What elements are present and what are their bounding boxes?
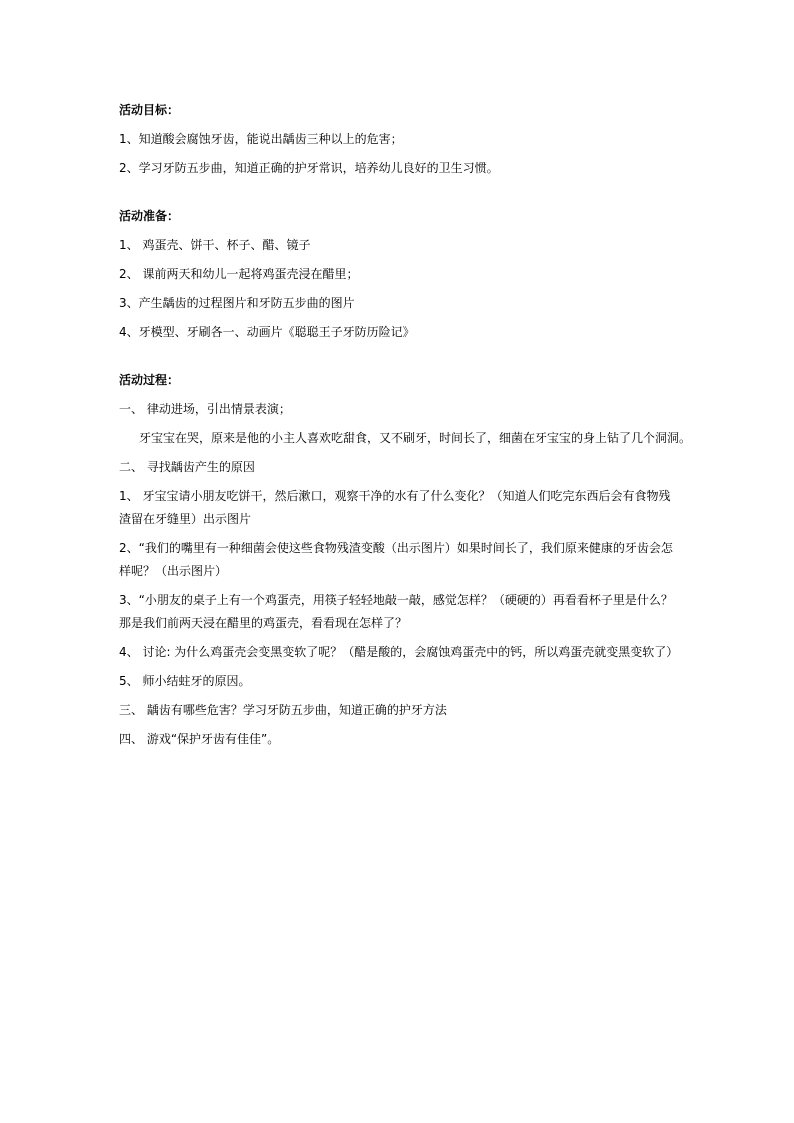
section-heading-preparation: 活动准备： bbox=[119, 209, 180, 223]
process-line-6: 2、“我们的嘴里有一种细菌会使这些食物残渣变酸（出示图片）如果时间长了，我们原来健康的牙齿会怎 bbox=[119, 541, 673, 555]
goal-line-1: 1、知道酸会腐蚀牙齿，能说出龋齿三种以上的危害； bbox=[119, 132, 403, 146]
process-line-3: 二、 寻找龋齿产生的原因 bbox=[119, 460, 255, 474]
process-line-9: 那是我们前两天浸在醋里的鸡蛋壳，看看现在怎样了？ bbox=[119, 616, 408, 630]
section-spacer bbox=[119, 187, 679, 206]
section-spacer bbox=[119, 351, 679, 370]
process-line-10: 4、 讨论: 为什么鸡蛋壳会变黑变软了呢？（醋是酸的，会腐蚀鸡蛋壳中的钙，所以鸡蛋壳就变黑变软了） bbox=[119, 645, 679, 659]
document-body bbox=[119, 100, 692, 758]
process-line-1: 一、 律动进场，引出情景表演； bbox=[119, 402, 291, 416]
prep-line-2: 2、 课前两天和幼儿一起将鸡蛋壳浸在醋里； bbox=[119, 267, 359, 281]
process-line-5: 渣留在牙缝里）出示图片 bbox=[119, 512, 252, 526]
prep-line-1: 1、 鸡蛋壳、饼干、杯子、醋、镜子 bbox=[119, 238, 311, 252]
process-line-2: 牙宝宝在哭，原来是他的小主人喜欢吃甜食，又不刷牙，时间长了，细菌在牙宝宝的身上钻了几个洞洞。 bbox=[139, 431, 692, 445]
process-line-7: 样呢？（出示图片） bbox=[119, 564, 228, 578]
prep-line-4: 4、牙模型、牙刷各一、动画片《聪聪王子牙防历险记》 bbox=[119, 325, 415, 339]
prep-line-3: 3、产生龋齿的过程图片和牙防五步曲的图片 bbox=[119, 296, 355, 310]
section-heading-process: 活动过程： bbox=[119, 373, 180, 387]
process-line-11: 5、 师小结蛀牙的原因。 bbox=[119, 674, 251, 688]
process-line-13: 四、 游戏“保护牙齿有佳佳”。 bbox=[119, 732, 280, 746]
process-line-8: 3、“小朋友的桌子上有一个鸡蛋壳，用筷子轻轻地敲一敲，感觉怎样？（硬硬的）再看看杯子里是什么？ bbox=[119, 593, 673, 607]
section-heading-goals: 活动目标： bbox=[119, 103, 180, 117]
goal-line-2: 2、学习牙防五步曲，知道正确的护牙常识，培养幼儿良好的卫生习惯。 bbox=[119, 161, 499, 175]
process-line-12: 三、 龋齿有哪些危害？学习牙防五步曲，知道正确的护牙方法 bbox=[119, 703, 447, 717]
process-line-4: 1、 牙宝宝请小朋友吃饼干，然后漱口，观察干净的水有了什么变化？（知道人们吃完东西后会有食物残 bbox=[119, 489, 671, 503]
